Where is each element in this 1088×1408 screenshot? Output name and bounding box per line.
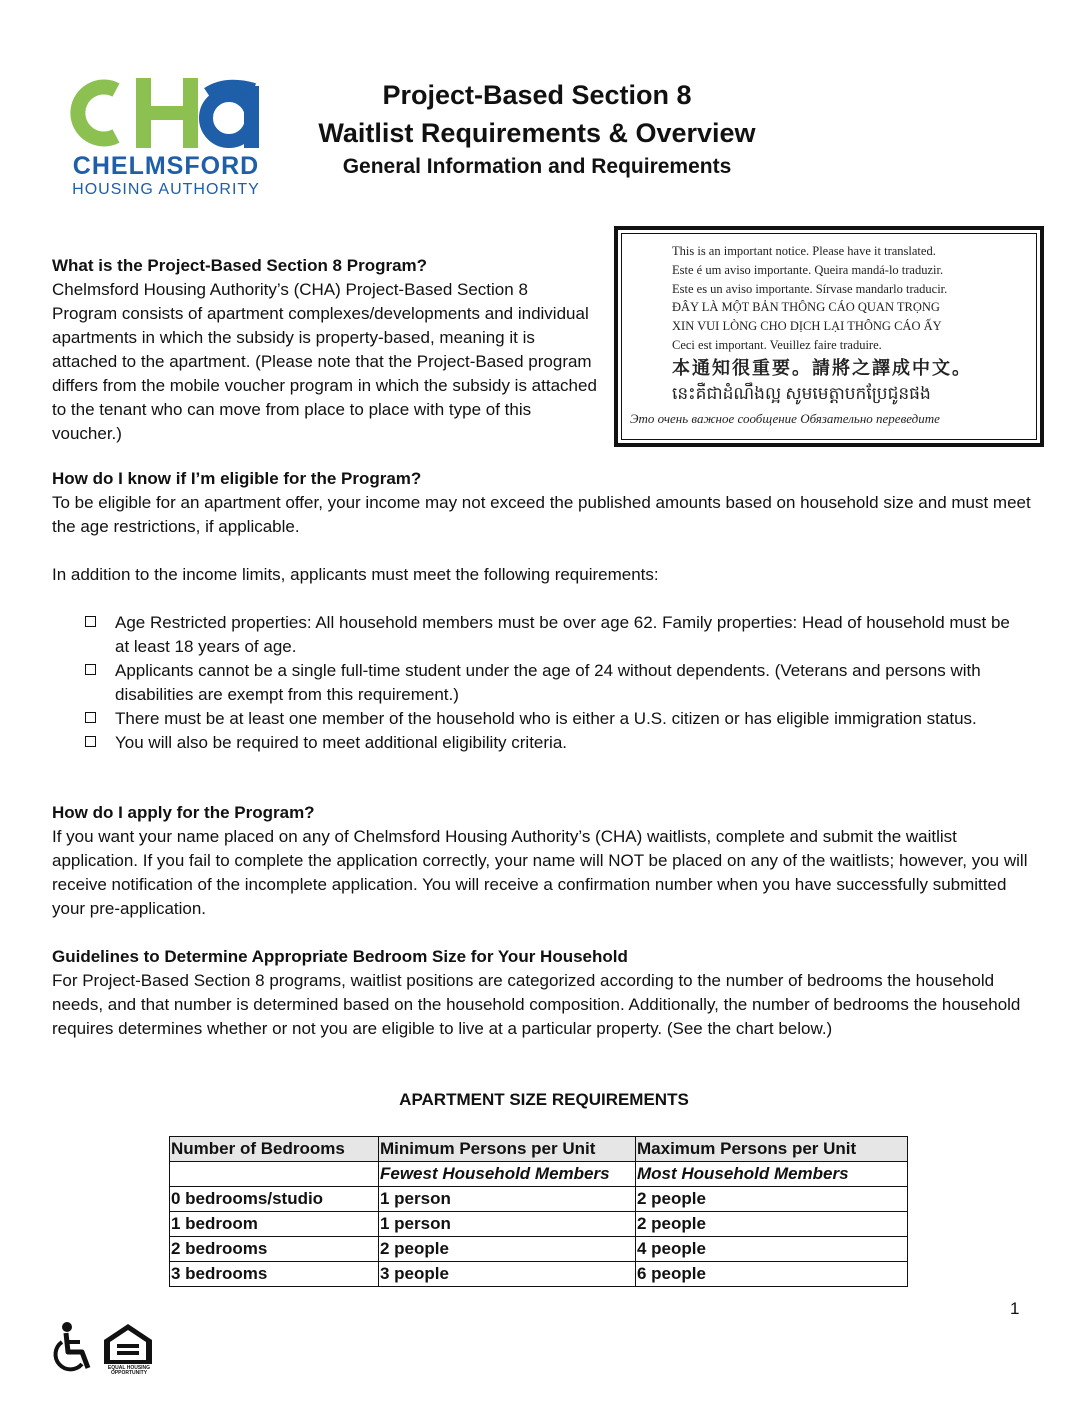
notice-line-french: Ceci est important. Veuillez faire traduire. [672, 337, 882, 352]
table-cell: 2 bedrooms [170, 1237, 379, 1262]
page-number: 1 [1010, 1299, 1020, 1318]
subheader-cell [170, 1162, 379, 1187]
translation-notice-box [614, 226, 1044, 447]
requirements-list [52, 611, 1012, 755]
table-row [170, 1212, 908, 1237]
table-header-row [170, 1137, 908, 1162]
requirement-item [52, 659, 1012, 707]
section-body: To be eligible for an apartment offer, your income may not exceed the published amounts based on household size and must meet the age restrictions, if applicable. [52, 493, 1031, 536]
income-limits-note: In addition to the income limits, applicants must meet the following requirements: [52, 565, 659, 584]
section-body: If you want your name placed on any of Chelmsford Housing Authority’s (CHA) waitlists, complete and submit the waitlist application. If you fail to complete the application correctly, your name will NOT be placed on any of the waitlists; however, you will receive notification of the incomplete application. You will receive a confirmation number when you have successfully submitted your pre-application. [52, 827, 1028, 918]
title-line-1: Project-Based Section 8 [382, 80, 692, 110]
section-body: Chelmsford Housing Authority’s (CHA) Project-Based Section 8 Program consists of apartment complexes/developments and individual apartments in which the subsidy is property-based, meaning it is attached to the apartment. (Please note that the Project-Based program differs from the mobile voucher program in which the subsidy is attached to the tenant who can move from place to place with type of this voucher.) [52, 280, 597, 443]
checkbox-icon[interactable] [85, 712, 96, 723]
header-cell: Number of Bedrooms [170, 1137, 379, 1162]
header-cell: Minimum Persons per Unit [379, 1137, 636, 1162]
notice-line-portuguese: Este é um aviso importante. Queira mandá-lo traduzir. [672, 262, 944, 277]
section-bedroom-guidelines [52, 945, 1042, 1041]
cha-letters-icon [66, 76, 266, 150]
title-line-2: Waitlist Requirements & Overview [318, 118, 756, 148]
table-subheader-row [170, 1162, 908, 1187]
notice-line-english: This is an important notice. Please have it translated. [672, 244, 936, 258]
checkbox-icon[interactable] [85, 616, 96, 627]
table-cell: 2 people [636, 1212, 908, 1237]
requirement-text: There must be at least one member of the household who is either a U.S. citizen or has eligible immigration status. [115, 709, 977, 728]
subheader-cell: Fewest Household Members [379, 1162, 636, 1187]
table-cell: 2 people [379, 1237, 636, 1262]
table-row [170, 1262, 908, 1287]
section-what-is-program [52, 254, 597, 446]
table-cell: 6 people [636, 1262, 908, 1287]
notice-line-khmer: នេះគឺជាដំណឹងល្អ សូមមេត្តាបកប្រែជូនផង [672, 383, 931, 403]
section-heading: Guidelines to Determine Appropriate Bedroom Size for Your Household [52, 947, 628, 966]
table-cell: 2 people [636, 1187, 908, 1212]
table-cell: 0 bedrooms/studio [170, 1187, 379, 1212]
table-cell: 3 bedrooms [170, 1262, 379, 1287]
apartment-size-table [169, 1136, 908, 1287]
subtitle: General Information and Requirements [342, 155, 732, 178]
document-header [290, 76, 784, 182]
footer-logos [50, 1320, 154, 1376]
logo-line-2: HOUSING AUTHORITY [72, 181, 260, 198]
notice-line-russian: Это очень важное сообщение Обязательно переведите [630, 410, 940, 426]
cha-logo [66, 76, 266, 208]
section-heading: What is the Project-Based Section 8 Program? [52, 256, 428, 275]
notice-line-spanish: Este es un aviso importante. Sírvase mandarlo traducir. [672, 281, 948, 296]
table-title: APARTMENT SIZE REQUIREMENTS [399, 1090, 689, 1109]
logo-line-1: CHELMSFORD [72, 152, 260, 180]
requirement-item [52, 611, 1012, 659]
notice-line-chinese: 本通知很重要。請將之譯成中文。 [672, 357, 972, 378]
requirement-text: Age Restricted properties: All household members must be over age 62. Family properties: Head of household must be at least 18 years of age. [115, 613, 1010, 656]
eho-text: EQUAL HOUSING OPPORTUNITY [107, 1365, 151, 1376]
table-row [170, 1187, 908, 1212]
notice-line-vietnamese-2: XIN VUI LÒNG CHO DỊCH LẠI THÔNG CÁO ẤY [672, 319, 942, 334]
section-heading: How do I apply for the Program? [52, 803, 315, 822]
table-row [170, 1237, 908, 1262]
requirement-item [52, 707, 1012, 731]
notice-line-vietnamese-1: ĐÂY LÀ MỘT BẢN THÔNG CÁO QUAN TRỌNG [672, 300, 940, 315]
subheader-cell: Most Household Members [636, 1162, 908, 1187]
section-heading: How do I know if I’m eligible for the Program? [52, 469, 422, 488]
section-eligibility [52, 467, 1042, 539]
table-cell: 4 people [636, 1237, 908, 1262]
table-cell: 1 bedroom [170, 1212, 379, 1237]
requirement-text: Applicants cannot be a single full-time student under the age of 24 without dependents. (Veterans and persons with disabilities are exempt from this requirement.) [115, 661, 981, 704]
header-cell: Maximum Persons per Unit [636, 1137, 908, 1162]
table-cell: 1 person [379, 1212, 636, 1237]
requirement-text: You will also be required to meet additional eligibility criteria. [115, 733, 568, 752]
checkbox-icon[interactable] [85, 736, 96, 747]
section-how-to-apply [52, 801, 1042, 921]
requirement-item [52, 731, 1012, 755]
checkbox-icon[interactable] [85, 664, 96, 675]
table-cell: 3 people [379, 1262, 636, 1287]
translation-notice-inner [621, 233, 1037, 440]
section-body: For Project-Based Section 8 programs, waitlist positions are categorized according to the number of bedrooms the household needs, and that number is determined based on the household composition. Additionally, the number of bedrooms the household requires determines whether or not you are eligible to live at a particular property. (See the chart below.) [52, 971, 1021, 1038]
table-cell: 1 person [379, 1187, 636, 1212]
